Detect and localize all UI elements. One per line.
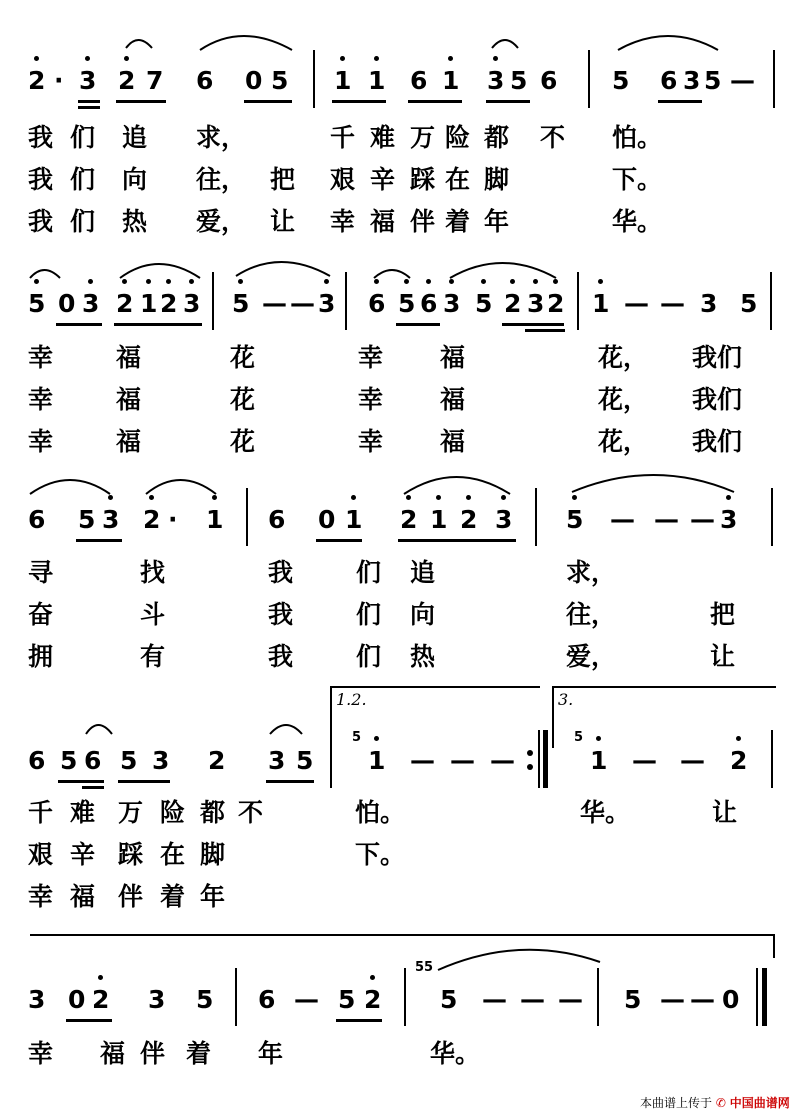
note: 3 [268, 746, 286, 775]
volta-label-1: 1.2. [336, 690, 367, 709]
lyric-char: 花 [230, 385, 256, 414]
lyric-char: 把 [710, 600, 736, 629]
note: — [680, 746, 705, 775]
note: 1 [368, 746, 386, 775]
note: 6 [540, 66, 558, 95]
lyric-char: 爱， [196, 207, 247, 236]
note: 2 [143, 505, 161, 534]
note: 3 [152, 746, 170, 775]
lyric-char: 奋 [28, 600, 54, 629]
note: — [482, 985, 507, 1014]
note: 2 [160, 289, 178, 318]
volta-label-2: 3. [558, 690, 574, 709]
note: 3 [700, 289, 718, 318]
lyric-char: 斗 [140, 600, 166, 629]
note: 3 [318, 289, 336, 318]
note: 5 [398, 289, 416, 318]
note: 1 [345, 505, 363, 534]
note: — [294, 985, 319, 1014]
note: 5 [475, 289, 493, 318]
note: 1 [334, 66, 352, 95]
lyric-char: 福 [440, 385, 466, 414]
slur [572, 475, 734, 492]
note: 5 [624, 985, 642, 1014]
note: — [490, 746, 515, 775]
note: 5 [704, 66, 722, 95]
note: 5 [296, 746, 314, 775]
lyric-char: 热 [122, 207, 148, 236]
slur [492, 40, 518, 48]
note: 2 [116, 289, 134, 318]
lyric-char: 们 [70, 207, 96, 236]
lyric-char: 往， [196, 165, 247, 194]
lyric-char: 艰 [330, 165, 356, 194]
note: — [520, 985, 545, 1014]
note: — [632, 746, 657, 775]
note: 3 [487, 66, 505, 95]
lyric-char: 追 [410, 558, 436, 587]
note: 3 [148, 985, 166, 1014]
lyric-char: 华。 [612, 207, 663, 236]
lyric-char: 我们 [692, 385, 743, 414]
note: 3 [495, 505, 513, 534]
site-logo-icon: ✆ [715, 1096, 726, 1110]
note: 1 [592, 289, 610, 318]
note: — [262, 289, 287, 318]
note: — [654, 505, 679, 534]
lyric-char: 让 [270, 207, 296, 236]
lyric-char: 年 [200, 882, 226, 911]
note: 3 [102, 505, 120, 534]
lyric-char: 让 [710, 642, 736, 671]
lyric-char: 华。 [430, 1039, 481, 1068]
slur [30, 270, 60, 278]
note: 5 [120, 746, 138, 775]
lyric-char: 幸 [28, 385, 54, 414]
note: 3 [82, 289, 100, 318]
lyric-char: 福 [370, 207, 396, 236]
lyric-char: 脚 [484, 165, 510, 194]
lyric-char: 着 [445, 207, 471, 236]
lyric-char: 花， [598, 385, 649, 414]
footer-brand: 中国曲谱网 [729, 1096, 790, 1110]
lyric-char: 下。 [612, 165, 663, 194]
note: 2 [364, 985, 382, 1014]
slur [86, 725, 112, 734]
note: — [690, 505, 715, 534]
lyric-char: 们 [70, 123, 96, 152]
lyric-char: 幸 [28, 1039, 54, 1068]
lyric-char: 踩 [410, 165, 436, 194]
note: 7 [146, 66, 164, 95]
lyric-char: 福 [116, 427, 142, 456]
lyric-char: 艰 [28, 840, 54, 869]
lyric-char: 万 [118, 798, 144, 827]
note: 2 [118, 66, 136, 95]
slur [404, 477, 510, 494]
lyric-char: 花， [598, 343, 649, 372]
note: 2 [460, 505, 478, 534]
note: 5 [338, 985, 356, 1014]
lyric-char: 福 [100, 1039, 126, 1068]
note: 5 [566, 505, 584, 534]
note: — [730, 66, 755, 95]
slur [146, 480, 216, 494]
lyric-char: 福 [116, 385, 142, 414]
note: 6 [258, 985, 276, 1014]
lyric-char: 幸 [358, 385, 384, 414]
lyric-char: 们 [356, 600, 382, 629]
note: — [690, 985, 715, 1014]
note: 3 [443, 289, 461, 318]
lyric-char: 难 [370, 123, 396, 152]
lyric-char: 在 [160, 840, 186, 869]
lyric-char: 怕。 [355, 798, 406, 827]
slur [126, 40, 152, 48]
lyric-char: 千 [28, 798, 54, 827]
lyric-char: 千 [330, 123, 356, 152]
note: 6 [28, 746, 46, 775]
lyric-char: 我 [28, 207, 54, 236]
lyric-char: 年 [484, 207, 510, 236]
lyric-char: 万 [410, 123, 436, 152]
lyric-char: 幸 [28, 343, 54, 372]
lyric-char: 我们 [692, 427, 743, 456]
lyric-char: 追 [122, 123, 148, 152]
lyric-char: 幸 [358, 427, 384, 456]
lyric-char: 向 [410, 600, 436, 629]
lyric-char: 我 [268, 558, 294, 587]
lyric-char: 伴 [118, 882, 144, 911]
note: 5 [78, 505, 96, 534]
note: 6 [410, 66, 428, 95]
slur [200, 36, 292, 50]
lyric-char: 伴 [140, 1039, 166, 1068]
lyric-char: 我 [268, 642, 294, 671]
note: 0 [68, 985, 86, 1014]
lyric-char: 福 [440, 343, 466, 372]
slur [438, 950, 600, 970]
lyric-char: 险 [445, 123, 471, 152]
note: 5 [196, 985, 214, 1014]
lyric-char: 不 [540, 123, 566, 152]
lyric-char: 花 [230, 343, 256, 372]
slur [30, 480, 110, 494]
lyric-char: 不 [238, 798, 264, 827]
lyric-char: 幸 [330, 207, 356, 236]
note: 1 [590, 746, 608, 775]
note: 1 [430, 505, 448, 534]
grace-note: 5 [574, 730, 584, 745]
lyric-char: 着 [186, 1039, 212, 1068]
note: 5 [60, 746, 78, 775]
note: 5 [510, 66, 528, 95]
lyric-char: 辛 [70, 840, 96, 869]
note: 0 [58, 289, 76, 318]
lyric-char: 我 [28, 123, 54, 152]
note: 0 [722, 985, 740, 1014]
lyric-char: 怕。 [612, 123, 663, 152]
slur [450, 263, 556, 278]
slur [374, 270, 410, 278]
note: 1 [140, 289, 158, 318]
slur [618, 36, 718, 50]
lyric-char: 寻 [28, 558, 54, 587]
lyric-char: 幸 [358, 343, 384, 372]
lyric-char: 幸 [28, 427, 54, 456]
lyric-char: 有 [140, 642, 166, 671]
lyric-char: 福 [440, 427, 466, 456]
note: 6 [84, 746, 102, 775]
note: — [558, 985, 583, 1014]
note: — [624, 289, 649, 318]
lyric-char: 我 [268, 600, 294, 629]
note: 1 [206, 505, 224, 534]
lyric-char: 踩 [118, 840, 144, 869]
lyric-char: 在 [445, 165, 471, 194]
note: — [450, 746, 475, 775]
lyric-char: 向 [122, 165, 148, 194]
lyric-char: 爱， [566, 642, 617, 671]
note: — [610, 505, 635, 534]
lyric-char: 下。 [355, 840, 406, 869]
lyric-char: 们 [356, 558, 382, 587]
note: 5 [612, 66, 630, 95]
note: 1 [368, 66, 386, 95]
note: — [410, 746, 435, 775]
note: 6 [660, 66, 678, 95]
lyric-char: 福 [70, 882, 96, 911]
slur [120, 264, 200, 278]
slur [236, 262, 330, 276]
lyric-char: 难 [70, 798, 96, 827]
lyric-char: 都 [484, 123, 510, 152]
grace-note: 55 [415, 960, 434, 975]
lyric-char: 让 [712, 798, 738, 827]
note: 1 [442, 66, 460, 95]
note: 2 [504, 289, 522, 318]
note: 2 [400, 505, 418, 534]
note: 3 [28, 985, 46, 1014]
note: 6 [368, 289, 386, 318]
lyric-char: 我 [28, 165, 54, 194]
note: 0 [245, 66, 263, 95]
lyric-char: 我们 [692, 343, 743, 372]
lyric-char: 热 [410, 642, 436, 671]
lyric-char: 找 [140, 558, 166, 587]
lyric-char: 脚 [200, 840, 226, 869]
footer-watermark [640, 1094, 790, 1111]
note: 5 [740, 289, 758, 318]
lyric-char: 福 [116, 343, 142, 372]
grace-note: 5 [352, 730, 362, 745]
note: 0 [318, 505, 336, 534]
footer-uploader-text: 本曲谱上传于 [640, 1096, 713, 1110]
lyric-char: 年 [258, 1039, 284, 1068]
note: 5 [232, 289, 250, 318]
note: 2 [92, 985, 110, 1014]
lyric-char: 都 [200, 798, 226, 827]
note: · [168, 505, 178, 534]
lyric-char: 往， [566, 600, 617, 629]
lyric-char: 求， [566, 558, 617, 587]
note: 3 [183, 289, 201, 318]
note: 2 [730, 746, 748, 775]
note: — [660, 289, 685, 318]
lyric-char: 伴 [410, 207, 436, 236]
lyric-char: 把 [270, 165, 296, 194]
lyric-char: 华。 [580, 798, 631, 827]
note: — [290, 289, 315, 318]
note: 6 [196, 66, 214, 95]
lyric-char: 花， [598, 427, 649, 456]
lyric-char: 拥 [28, 642, 54, 671]
note: 5 [28, 289, 46, 318]
note: · [54, 66, 64, 95]
note: 5 [271, 66, 289, 95]
lyric-char: 花 [230, 427, 256, 456]
note: 3 [79, 66, 97, 95]
note: 3 [527, 289, 545, 318]
note: 3 [720, 505, 738, 534]
note: 2 [28, 66, 46, 95]
note: 2 [208, 746, 226, 775]
note: 3 [683, 66, 701, 95]
slur [270, 725, 302, 734]
lyric-char: 着 [160, 882, 186, 911]
note: 6 [268, 505, 286, 534]
lyric-char: 幸 [28, 882, 54, 911]
lyric-char: 们 [356, 642, 382, 671]
lyric-char: 险 [160, 798, 186, 827]
note: — [660, 985, 685, 1014]
lyric-char: 们 [70, 165, 96, 194]
note: 6 [28, 505, 46, 534]
note: 2 [547, 289, 565, 318]
lyric-char: 辛 [370, 165, 396, 194]
note: 5 [440, 985, 458, 1014]
note: 6 [420, 289, 438, 318]
lyric-char: 求， [196, 123, 247, 152]
